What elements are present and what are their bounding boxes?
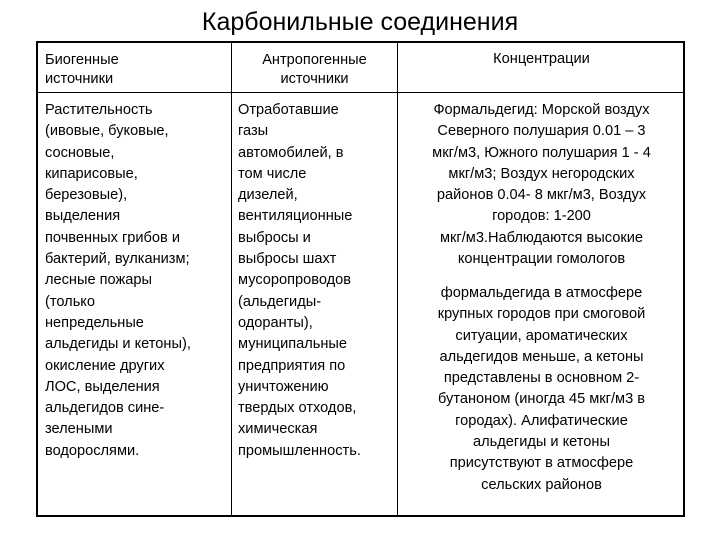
header-divider bbox=[38, 92, 683, 93]
column-divider-1 bbox=[231, 43, 232, 515]
cell-concentrations-part2: формальдегида в атмосфере крупных городов при смоговой ситуации, ароматических альдегидов меньше, а кетоны представлены в основном 2- бутаноном (иногда 45 мкг/м3 в городах). Алифатические альдегиды и кетоны присутствуют в атмосфере сельских районов bbox=[437, 285, 646, 493]
header-anthropogenic-sources: Антропогенные источники bbox=[262, 52, 367, 87]
header-concentrations: Концентрации bbox=[493, 51, 590, 67]
slide-title: Карбонильные соединения bbox=[201, 8, 519, 36]
cell-biogenic-sources: Растительность (ивовые, буковые, сосновые, кипарисовые, березовые), выделения почвенных грибов и бактерий, вулканизм; лесные пожары (только непредельные альдегиды и кетоны), окисление других ЛОС, выделения альдегидов сине- зелеными водорослями. bbox=[45, 102, 191, 459]
cell-anthropogenic-sources: Отработавшие газы автомобилей, в том числе дизелей, вентиляционные выбросы и выбросы шахт мусоропроводов (альдегиды- одоранты), муниципальные предприятия по уничтожению твердых отходов, химическая промышленность. bbox=[238, 102, 361, 459]
cell-concentrations-part1: Формальдегид: Морской воздух Северного полушария 0.01 – 3 мкг/м3, Южного полушария 1 - 4 мкг/м3; Воздух негородских районов 0.04- 8 мкг/м3, Воздух городов: 1-200 мкг/м3.Наблюдаются высокие концентрации гомологов bbox=[432, 102, 651, 268]
header-biogenic-sources: Биогенные источники bbox=[45, 52, 119, 87]
sources-table bbox=[36, 41, 685, 517]
